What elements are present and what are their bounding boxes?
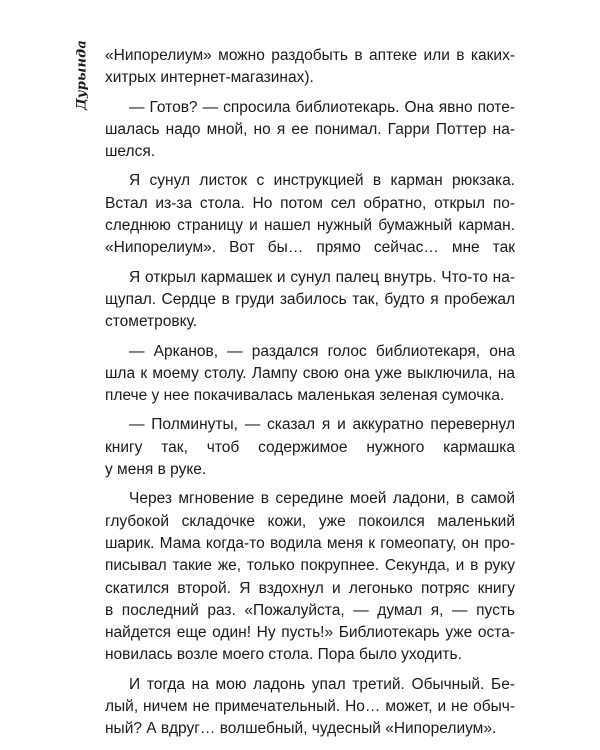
text-line: «Нипорелиум». Вот бы… прямо сейчас… мне так [105, 239, 515, 257]
text-line: Я открыл кармашек и сунул палец внутрь. Что-то на- [129, 268, 515, 286]
text-line: — Готов? — спросила библиотекарь. Она явно поте- [129, 98, 515, 116]
text-line: стометровку. [105, 313, 198, 331]
text-line: «Нипорелиум» можно раздобыть в аптеке или в каких- [105, 47, 515, 64]
text-line: ный? А вдруг… волшебный, чудесный «Нипорелиум». [105, 720, 497, 738]
text-line: — Полминуты, — сказал я и аккуратно перевернул [129, 416, 515, 434]
text-line: шелся. [105, 143, 156, 161]
running-head-title: Дурында [74, 40, 90, 110]
text-line: новилась возле моего стола. Пора было уходить. [105, 646, 462, 664]
text-line: у меня в руке. [105, 461, 207, 479]
text-line: шалась надо мной, но я ее понимал. Гарри Поттер на- [105, 120, 515, 138]
text-line: Встал из-за стола. Но потом сел обратно, открыл по- [105, 194, 515, 212]
text-line: найдется еще один! Ну пусть!» Библиотекарь уже оста- [105, 624, 515, 642]
text-line: И тогда на мою ладонь упал третий. Обычный. Бе- [129, 675, 515, 693]
text-line: писывал такие же, только покрупнее. Секунда, и в руку [105, 557, 515, 575]
text-line: — Арканов, — раздался голос библиотекаря, она [129, 342, 515, 360]
text-line: книгу так, чтоб содержимое нужного кармашка [105, 438, 515, 456]
text-line: глубокой складочке кожи, уже покоился маленький [105, 512, 515, 530]
text-line: щупал. Сердце в груди забилось так, будто я пробежал [105, 290, 515, 308]
text-line: плече у нее покачивалась маленькая зеленая сумочка. [105, 387, 505, 405]
text-line: скатился второй. Я вздохнул и легонько потряс книгу [105, 579, 515, 597]
body-text [105, 45, 515, 741]
text-line: лый, ничем не примечательный. Но… может, и не обыч- [105, 698, 515, 716]
text-line: в последний раз. «Пожалуйста, — думал я, — пусть [105, 601, 515, 619]
text-line: следнюю страницу и нашел нужный бумажный карман. [105, 217, 515, 235]
running-head [72, 40, 92, 110]
text-line: Через мгновение в середине моей ладони, в самой [129, 490, 515, 508]
text-line: хитрых интернет-магазинах). [105, 69, 314, 87]
text-line: шла к моему столу. Лампу свою она уже выключила, на [105, 364, 515, 382]
text-line: шарик. Мама когда-то водила меня к гомеопату, он про- [105, 534, 515, 552]
text-line: Я сунул листок с инструкцией в карман рюкзака. [129, 172, 515, 190]
